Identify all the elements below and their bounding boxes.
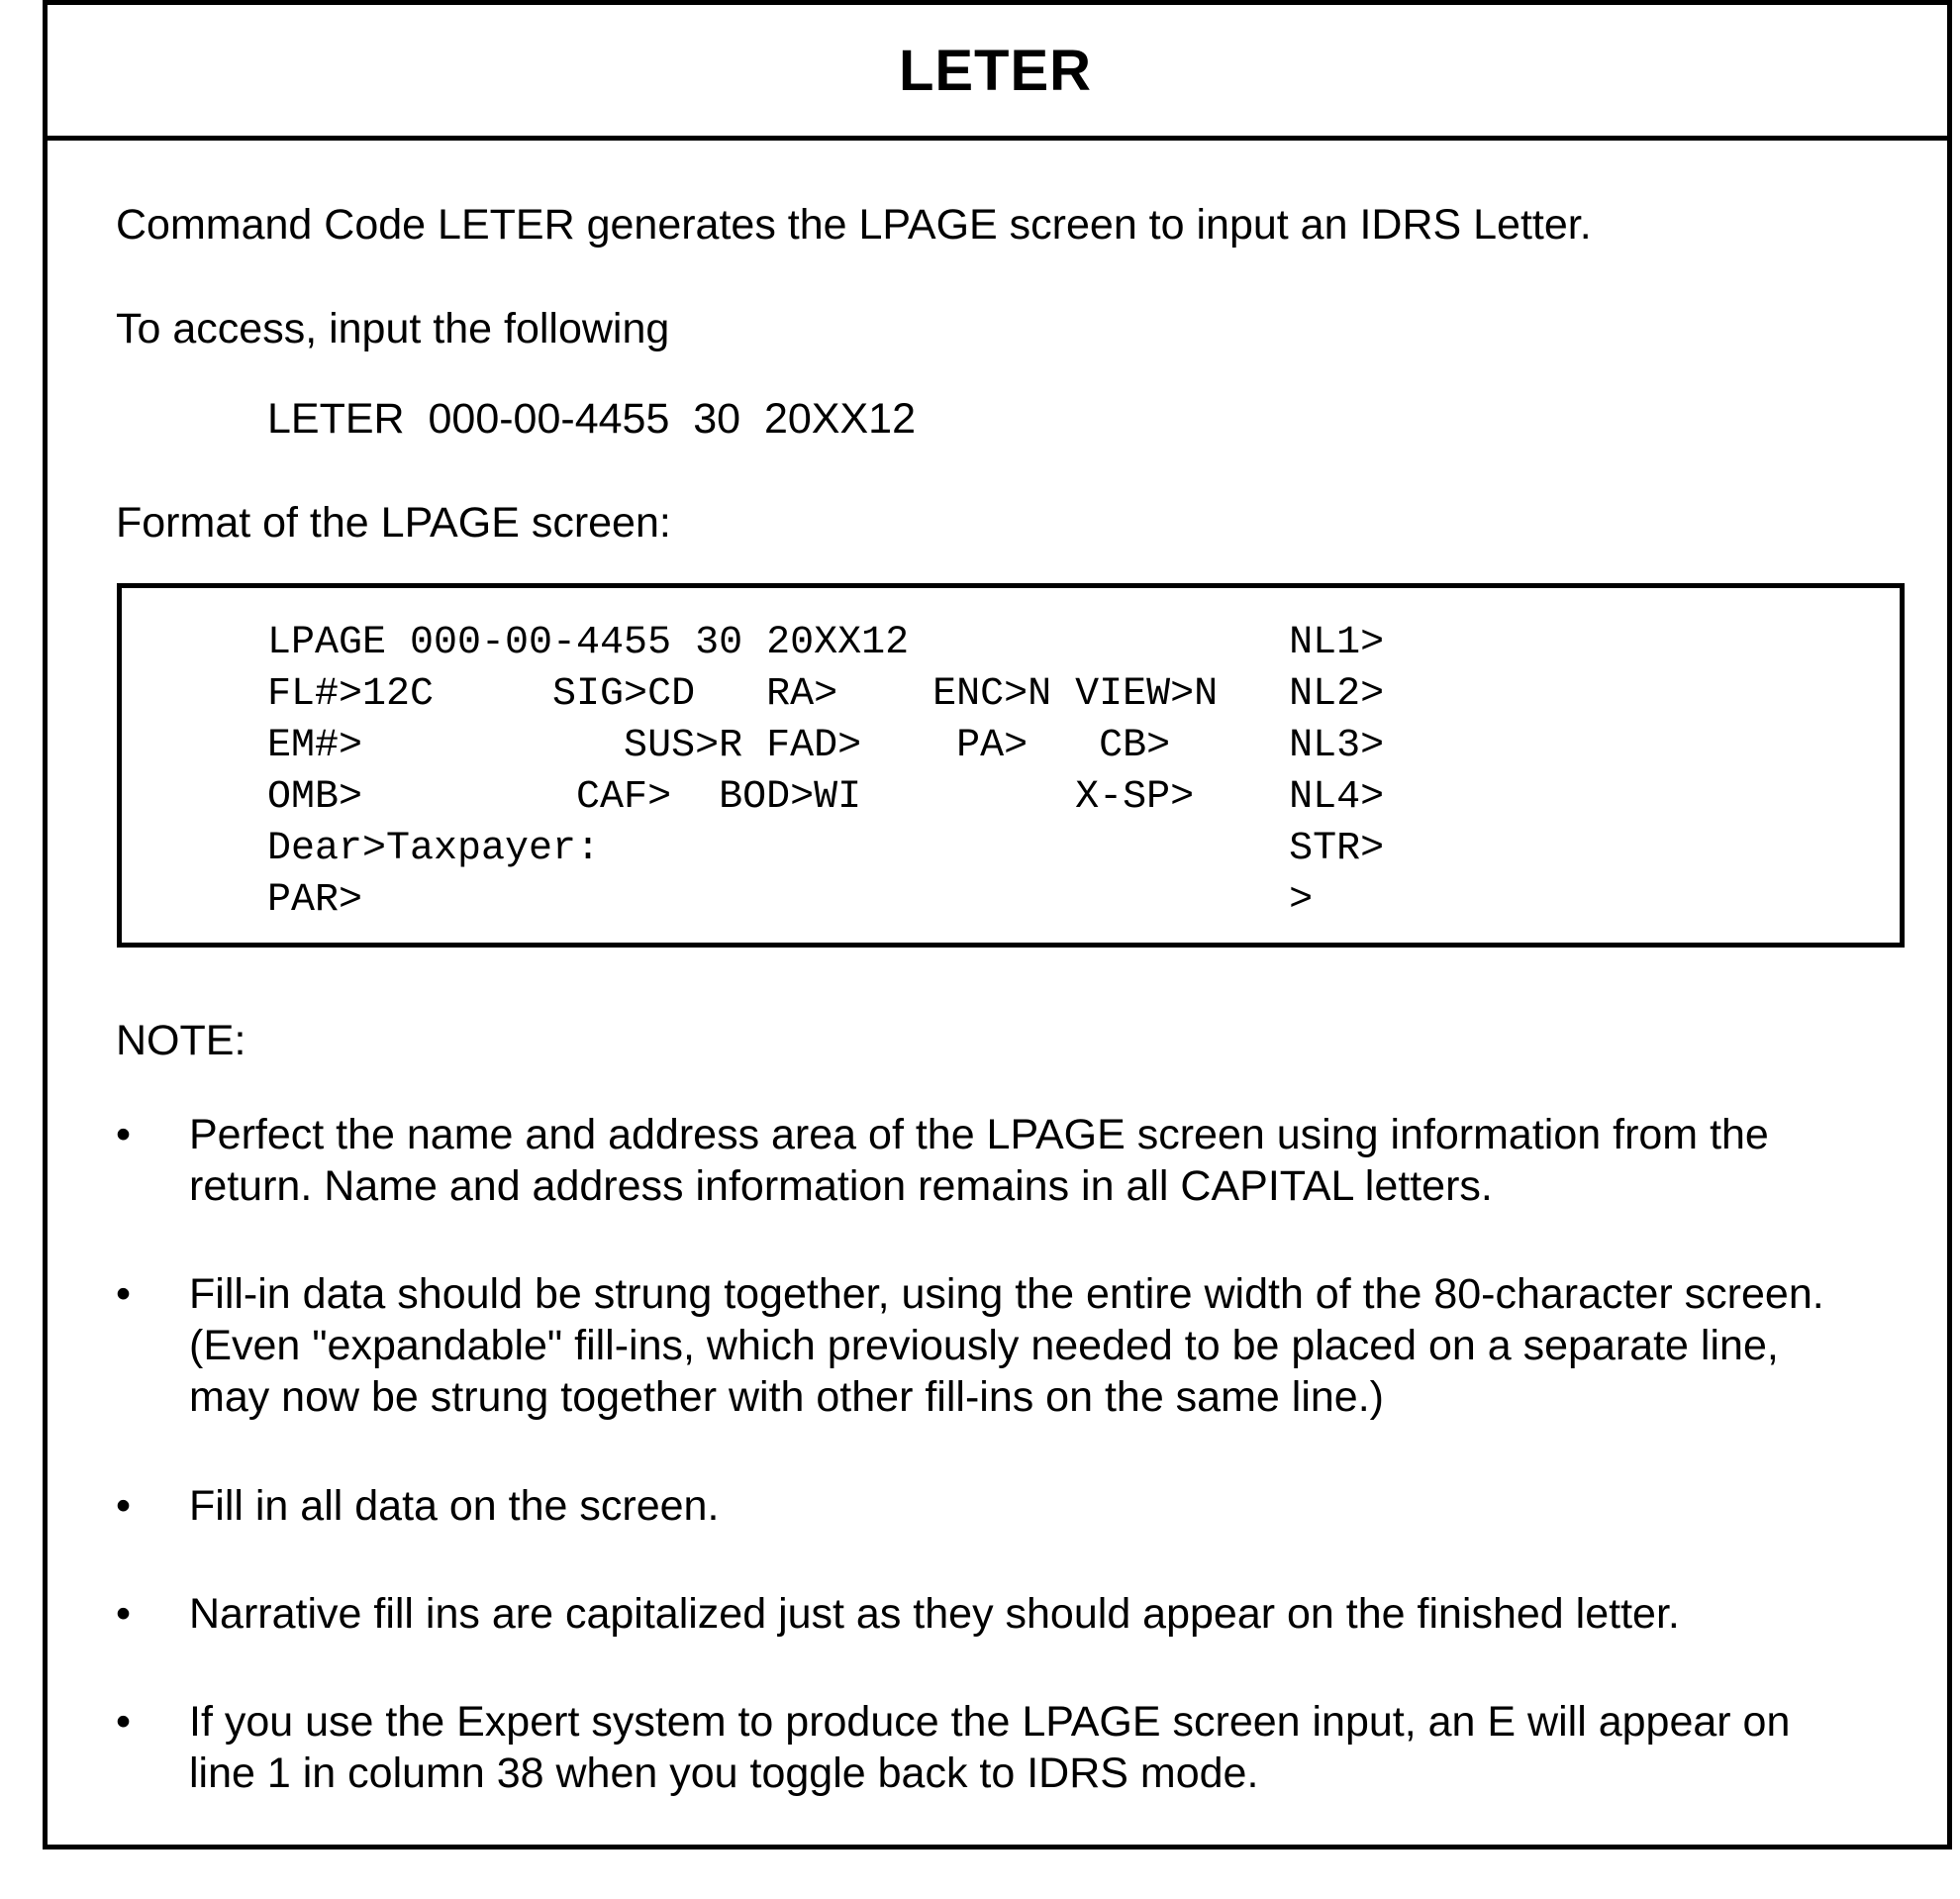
bullet-icon: • (116, 1482, 132, 1530)
intro-text: Command Code LETER generates the LPAGE screen to input an IDRS Letter. (116, 201, 1592, 249)
note-text (189, 1268, 1951, 1423)
access-label: To access, input the following (116, 305, 670, 352)
format-label: Format of the LPAGE screen: (116, 499, 671, 547)
screen-line: PAR> > (267, 878, 1314, 923)
note-line: may now be strung together with other fill-ins on the same line.) (189, 1373, 1384, 1421)
access-command: LETER 000-00-4455 30 20XX12 (267, 395, 916, 443)
note-line: line 1 in column 38 when you toggle back to IDRS mode. (189, 1749, 1259, 1797)
screen-line: LPAGE 000-00-4455 30 20XX12 NL1> (267, 621, 1385, 665)
note-line: Fill in all data on the screen. (189, 1482, 720, 1530)
screen-line: FL#>12C SIG>CD RA> ENC>N VIEW>N NL2> (267, 672, 1385, 717)
bullet-icon: • (116, 1111, 132, 1158)
note-text (189, 1480, 1951, 1532)
note-line: return. Name and address information remains in all CAPITAL letters. (189, 1162, 1493, 1210)
document-frame (43, 0, 1952, 1849)
note-label: NOTE: (116, 1017, 246, 1064)
bullet-icon: • (116, 1698, 132, 1746)
screen-line: Dear>Taxpayer: STR> (267, 827, 1385, 871)
note-line: If you use the Expert system to produce the LPAGE screen input, an E will appear on (189, 1698, 1791, 1746)
bullet-icon: • (116, 1270, 132, 1318)
page-title: LETER (898, 38, 1093, 103)
note-text (189, 1588, 1951, 1640)
note-line: Perfect the name and address area of the LPAGE screen using information from the (189, 1111, 1769, 1158)
screen-line: OMB> CAF> BOD>WI X-SP> NL4> (267, 775, 1385, 820)
title-bar (48, 5, 1947, 141)
bullet-icon: • (116, 1590, 132, 1638)
note-line: Fill-in data should be strung together, using the entire width of the 80-character screen. (189, 1270, 1824, 1318)
screen-line: EM#> SUS>R FAD> PA> CB> NL3> (267, 724, 1385, 768)
note-text (189, 1109, 1951, 1212)
lpage-screen (117, 583, 1905, 948)
note-line: Narrative fill ins are capitalized just as they should appear on the finished letter. (189, 1590, 1680, 1638)
note-text (189, 1696, 1951, 1799)
note-line: (Even "expandable" fill-ins, which previously needed to be placed on a separate line, (189, 1322, 1779, 1369)
